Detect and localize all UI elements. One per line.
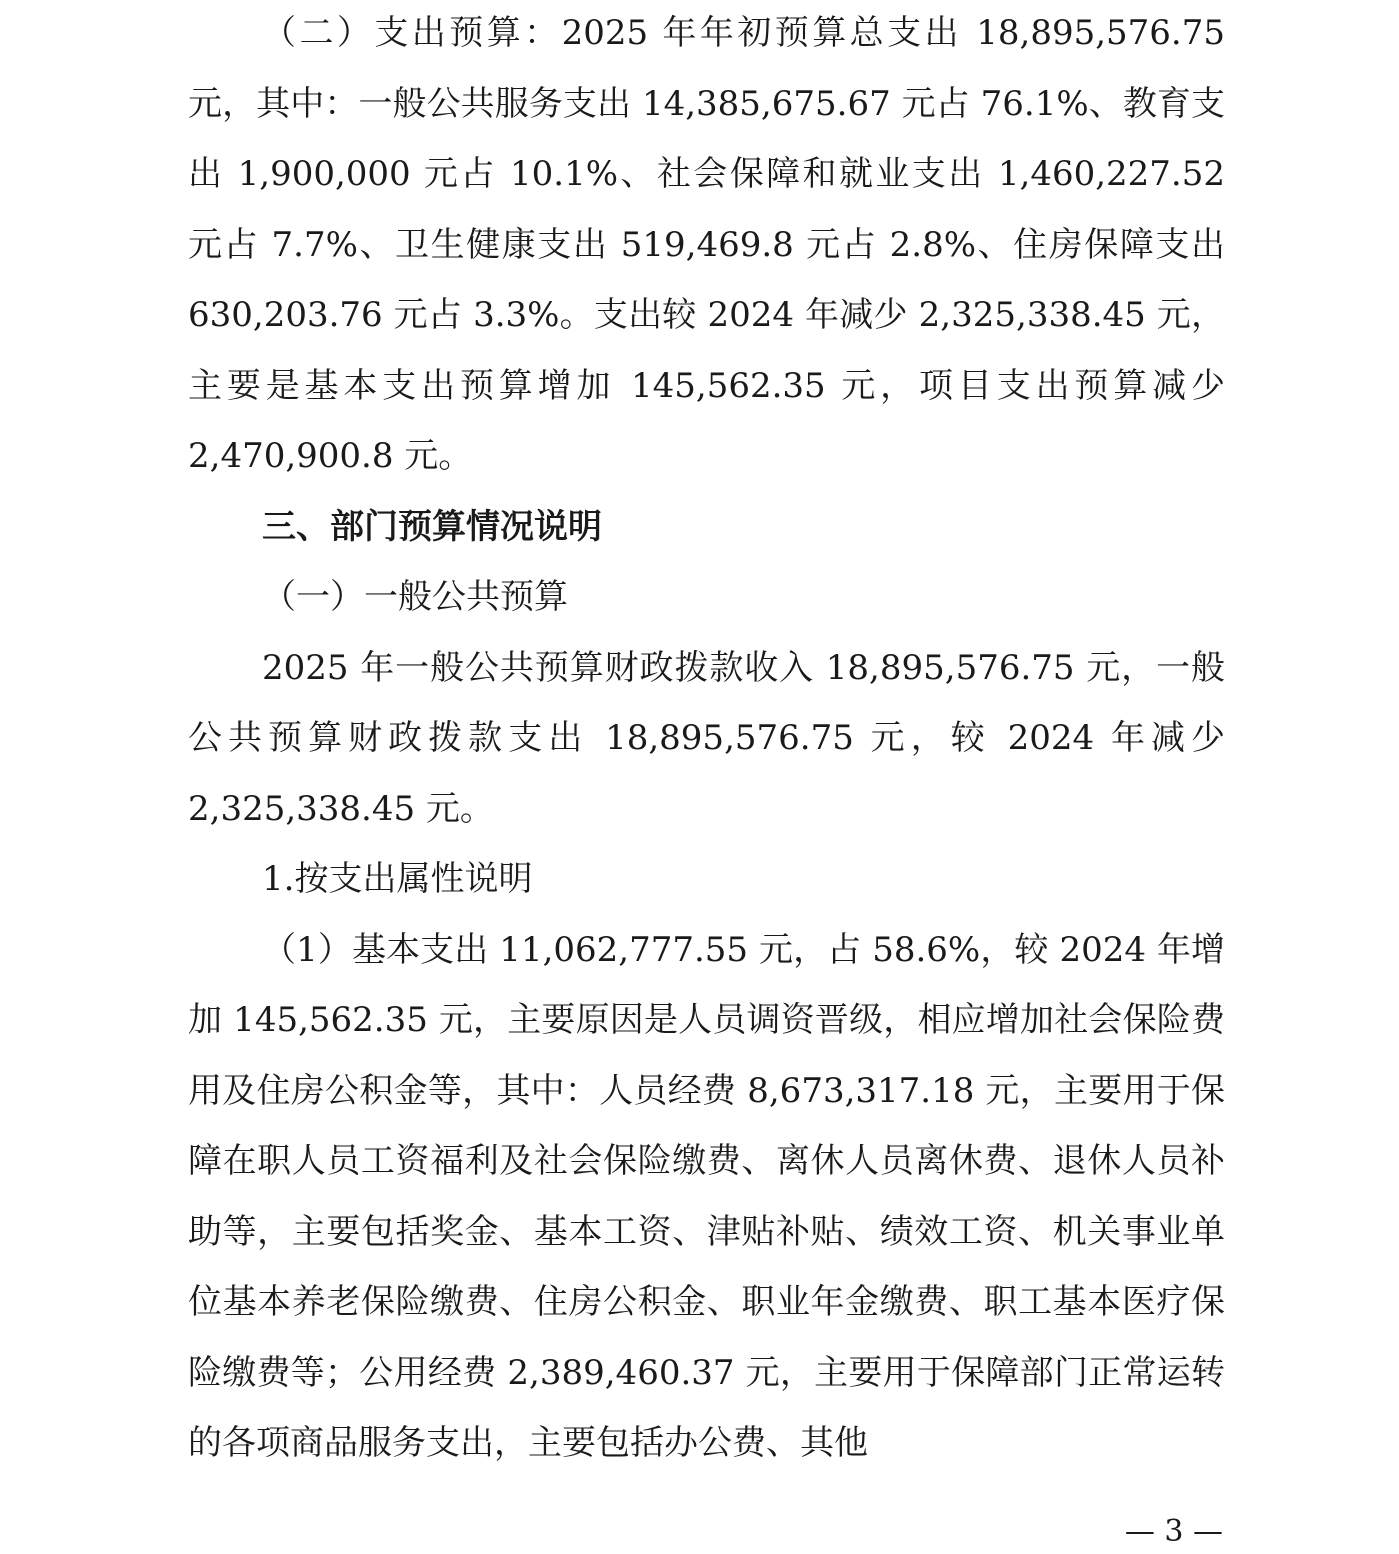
document-page: [188, 0, 1225, 1554]
page-number: — 3 —: [1124, 1514, 1223, 1549]
section-three-heading: 三、部门预算情况说明: [262, 506, 602, 547]
basic-expenditure-paragraph: （1）基本支出 11,062,777.55 元，占 58.6%，较 2024 年增加 145,562.35 元，主要原因是人员调资晋级，相应增加社会保险费用及住房公积金等，其中：人员经费 8,673,317.18 元，主要用于保障在职人员工资福利及社会保险缴费、离休人员离休费、退休人员补助等，主要包括奖金、基本工资、津贴补贴、绩效工资、机关事业单位基本养老保险缴费、住房公积金、职业年金缴费、职工基本医疗保险缴费等；公用经费 2,389,460.37 元，主要用于保障部门正常运转的各项商品服务支出，主要包括办公费、其他: [188, 929, 1225, 1463]
general-public-budget-heading: （一）一般公共预算: [262, 577, 568, 617]
by-expenditure-attribute-heading: 1.按支出属性说明: [262, 859, 533, 899]
general-public-budget-paragraph: 2025 年一般公共预算财政拨款收入 18,895,576.75 元，一般公共预算财政拨款支出 18,895,576.75 元，较 2024 年减少 2,325,338.45 元。: [188, 647, 1225, 829]
expenditure-budget-paragraph: （二）支出预算：2025 年年初预算总支出 18,895,576.75 元，其中：一般公共服务支出 14,385,675.67 元占 76.1%、教育支出 1,900,000 元占 10.1%、社会保障和就业支出 1,460,227.52 元占 7.7%、卫生健康支出 519,469.8 元占 2.8%、住房保障支出 630,203.76 元占 3.3%。支出较 2024 年减少 2,325,338.45 元，主要是基本支出预算增加 145,562.35 元，项目支出预算减少 2,470,900.8 元。: [188, 13, 1225, 476]
